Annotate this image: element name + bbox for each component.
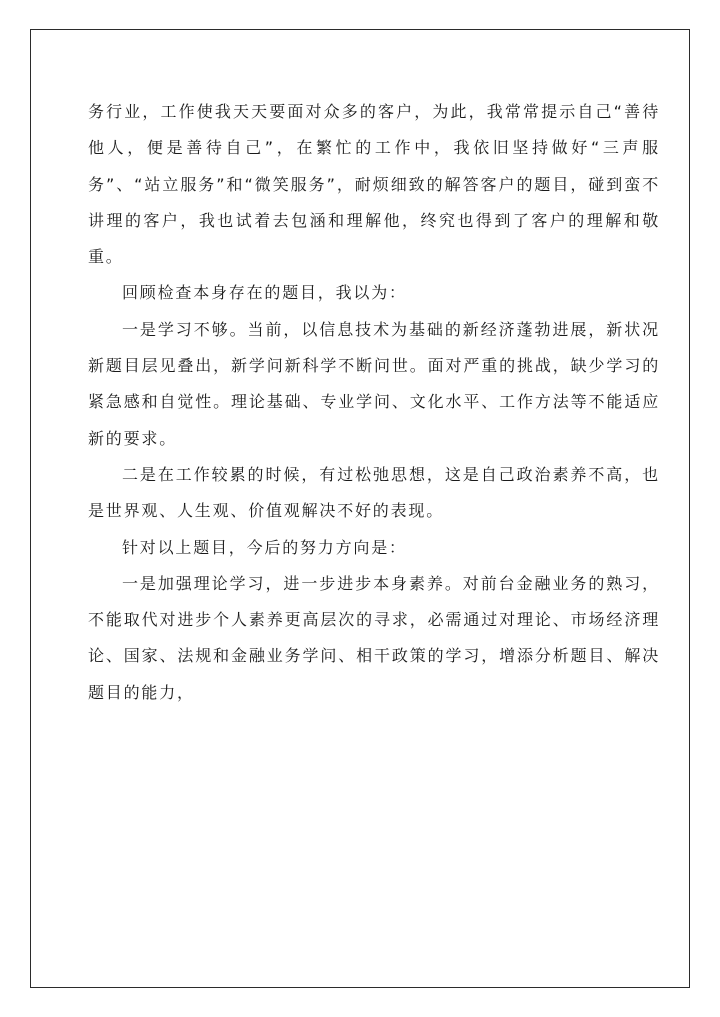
paragraph-shortcoming-2: 二是在工作较累的时候，有过松弛思想，这是自己政治素养不高，也是世界观、人生观、价值观解决不好的表现。 <box>88 464 660 521</box>
paragraph-shortcoming-1: 一是学习不够。当前，以信息技术为基础的新经济蓬勃进展，新状况新题目层见叠出，新学问新科学不断问世。面对严重的挑战，缺少学习的紧急感和自觉性。理论基础、专业学问、文化水平、工作方法等不能适应新的要求。 <box>88 319 660 448</box>
document-body <box>88 94 660 711</box>
paragraph-continuation: 务行业，工作使我天天要面对众多的客户，为此，我常常提示自己“善待他人，便是善待自己”，在繁忙的工作中，我依旧坚持做好“三声服务”、“站立服务”和“微笑服务”，耐烦细致的解答客户的题目，碰到蛮不讲理的客户，我也试着去包涵和理解他，终究也得到了客户的理解和敬重。 <box>88 102 660 267</box>
paragraph-direction-1: 一是加强理论学习，进一步进步本身素养。对前台金融业务的熟习，不能取代对进步个人素养更高层次的寻求，必需通过对理论、市场经济理论、国家、法规和金融业务学问、相干政策的学习，增添分析题目、解决题目的能力， <box>88 573 660 702</box>
paragraph-review-intro: 回顾检查本身存在的题目，我以为： <box>122 283 407 303</box>
paragraph-direction-intro: 针对以上题目，今后的努力方向是： <box>122 537 407 557</box>
